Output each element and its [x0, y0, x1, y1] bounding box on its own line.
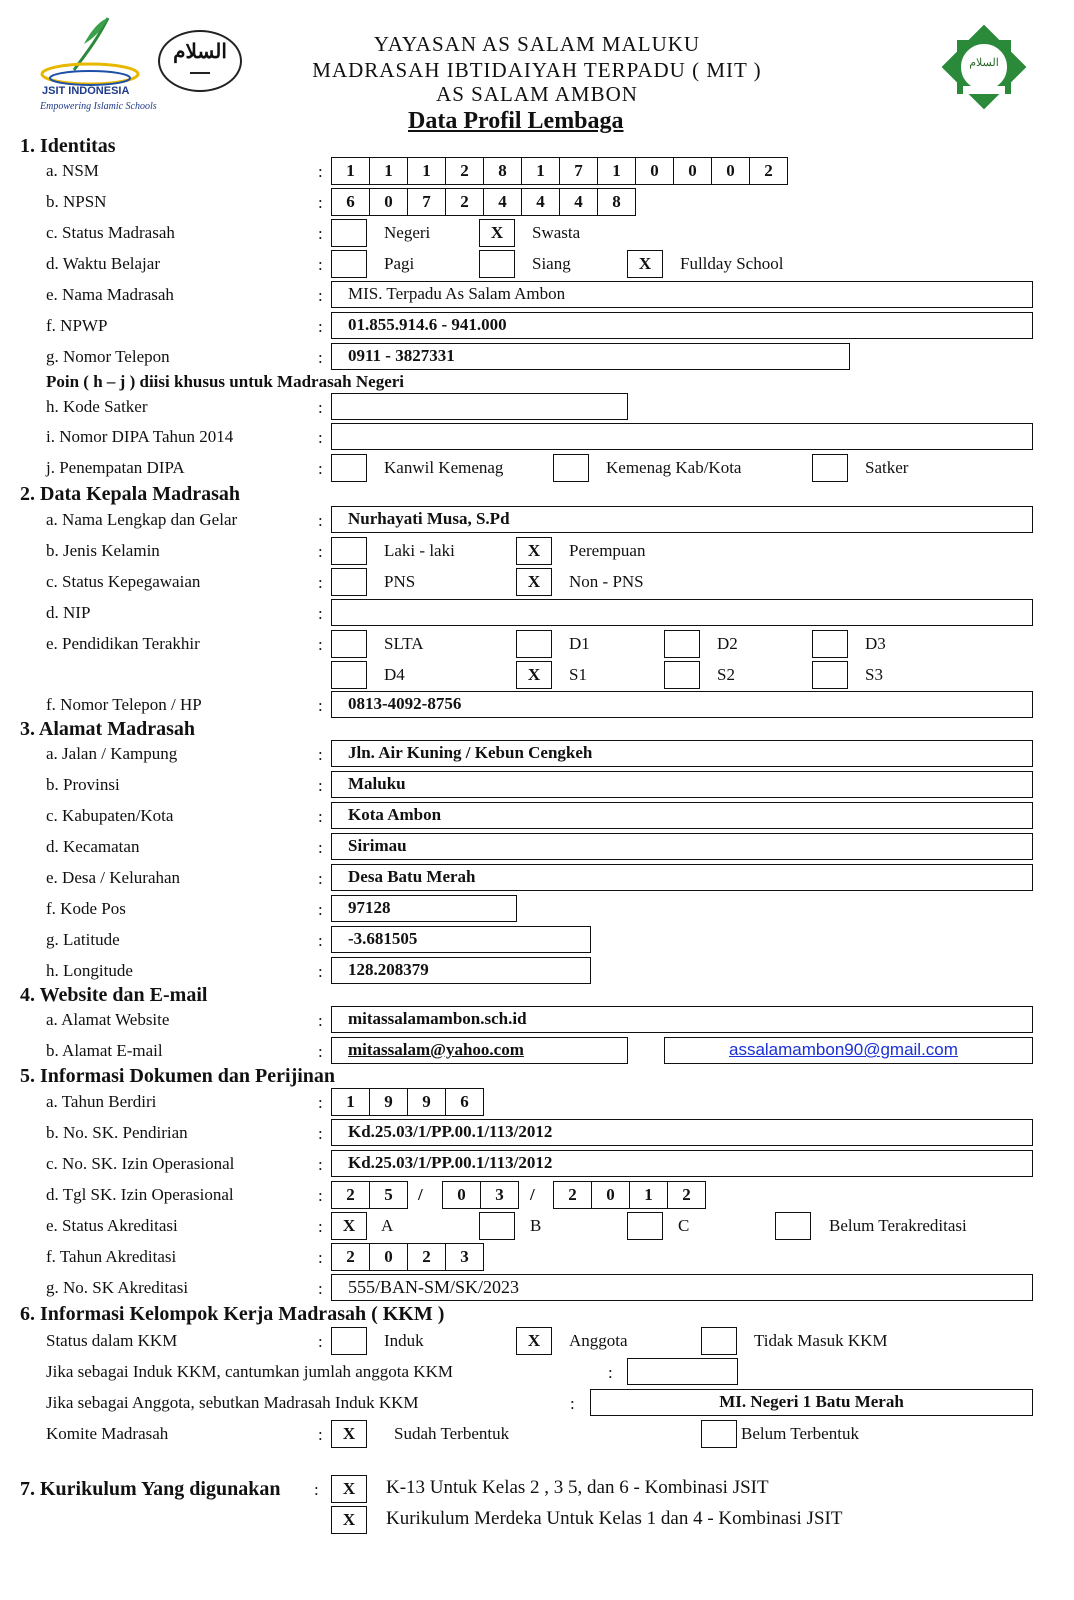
npsn-digit: 7 [408, 189, 446, 215]
colon: : [318, 1248, 323, 1267]
tahun-berdiri-label: a. Tahun Berdiri [46, 1092, 157, 1111]
npsn-digit: 2 [446, 189, 484, 215]
waktu-belajar-label: d. Waktu Belajar [46, 254, 160, 273]
colon: : [318, 1093, 323, 1112]
kecamatan-field[interactable]: Sirimau [331, 833, 1033, 860]
sk-akreditasi-field[interactable]: 555/BAN-SM/SK/2023 [331, 1274, 1033, 1301]
assalam-logo: السلام [158, 30, 242, 92]
sudah-terbentuk-checkbox[interactable]: X [331, 1420, 367, 1448]
satker-label: Satker [865, 458, 909, 477]
nonpns-checkbox[interactable]: X [516, 568, 552, 596]
colon: : [318, 1011, 323, 1030]
section-4-title: 4. Website dan E-mail [20, 984, 208, 1006]
kode-satker-label: h. Kode Satker [46, 397, 148, 416]
sk-operasional-field[interactable]: Kd.25.03/1/PP.00.1/113/2012 [331, 1150, 1033, 1177]
kanwil-label: Kanwil Kemenag [384, 458, 504, 477]
tgl-digit: 2 [332, 1182, 370, 1208]
s3-checkbox[interactable] [812, 661, 848, 689]
status-kkm-label: Status dalam KKM [46, 1331, 178, 1350]
induk-label: Induk [384, 1331, 424, 1350]
nama-kepala-label: a. Nama Lengkap dan Gelar [46, 510, 238, 529]
k13-checkbox[interactable]: X [331, 1475, 367, 1503]
nomor-dipa-label: i. Nomor DIPA Tahun 2014 [46, 427, 234, 446]
section-5-title: 5. Informasi Dokumen dan Perijinan [20, 1065, 336, 1087]
laki-checkbox[interactable] [331, 537, 367, 565]
email-link-2[interactable]: assalamambon90@gmail.com [729, 1040, 958, 1059]
akreditasi-b-checkbox[interactable] [479, 1212, 515, 1240]
takr-digit: 3 [460, 1247, 469, 1266]
email-label: b. Alamat E-mail [46, 1041, 163, 1060]
colon: : [318, 1217, 323, 1236]
longitude-label: h. Longitude [46, 961, 133, 980]
colon: : [314, 1480, 319, 1499]
kode-satker-field[interactable] [331, 393, 628, 420]
tgl-digit: 3 [495, 1185, 504, 1204]
colon: : [318, 604, 323, 623]
colon: : [318, 1042, 323, 1061]
npwp-label: f. NPWP [46, 316, 108, 335]
sk-operasional-label: c. No. SK. Izin Operasional [46, 1154, 235, 1173]
nsm-digit: 2 [446, 158, 484, 184]
latitude-label: g. Latitude [46, 930, 120, 949]
sk-pendirian-label: b. No. SK. Pendirian [46, 1123, 188, 1142]
jumlah-anggota-field[interactable] [627, 1358, 738, 1385]
anggota-label: Anggota [569, 1331, 628, 1350]
email-field-1[interactable] [331, 1037, 628, 1064]
nsm-digit: 0 [636, 158, 674, 184]
nsm-digit: 0 [674, 158, 712, 184]
kecamatan-label: d. Kecamatan [46, 837, 140, 856]
nip-field[interactable] [331, 599, 1033, 626]
tahun-digit: 9 [408, 1089, 446, 1115]
sk-akreditasi-label: g. No. SK Akreditasi [46, 1278, 189, 1297]
nsm-digit-boxes [331, 157, 788, 185]
colon: : [318, 511, 323, 530]
d2-checkbox[interactable] [664, 630, 700, 658]
colon: : [318, 459, 323, 478]
colon: : [318, 1279, 323, 1298]
header-line2: MADRASAH IBTIDAIYAH TERPADU ( MIT ) [312, 58, 762, 82]
madrasah-induk-field[interactable]: MI. Negeri 1 Batu Merah [590, 1389, 1033, 1416]
colon: : [318, 1425, 323, 1444]
belum-terakreditasi-checkbox[interactable] [775, 1212, 811, 1240]
npsn-digit: 0 [370, 189, 408, 215]
pns-checkbox[interactable] [331, 568, 367, 596]
colon: : [318, 255, 323, 274]
slta-checkbox[interactable] [331, 630, 367, 658]
section-2-title: 2. Data Kepala Madrasah [20, 483, 240, 505]
nsm-digit: 1 [598, 158, 636, 184]
npwp-field[interactable]: 01.855.914.6 - 941.000 [331, 312, 1033, 339]
pagi-checkbox[interactable] [331, 250, 367, 278]
d1-label: D1 [569, 634, 590, 653]
email-link-1[interactable]: mitassalam@yahoo.com [348, 1040, 524, 1059]
nsm-digit: 1 [522, 158, 560, 184]
nama-madrasah-field[interactable]: MIS. Terpadu As Salam Ambon [331, 281, 1033, 308]
tahun-digit: 1 [332, 1089, 370, 1115]
induk-checkbox[interactable] [331, 1327, 367, 1355]
colon: : [318, 900, 323, 919]
colon: : [318, 224, 323, 243]
perempuan-label: Perempuan [569, 541, 646, 560]
colon: : [318, 838, 323, 857]
s2-checkbox[interactable] [664, 661, 700, 689]
tidak-kkm-checkbox[interactable] [701, 1327, 737, 1355]
belum-terbentuk-label: Belum Terbentuk [741, 1424, 859, 1443]
status-madrasah-label: c. Status Madrasah [46, 223, 175, 242]
belum-terakreditasi-label: Belum Terakreditasi [829, 1216, 967, 1235]
longitude-field[interactable]: 128.208379 [331, 957, 591, 984]
section-1-title: 1. Identitas [20, 135, 116, 157]
date-slash: / [530, 1185, 535, 1204]
s1-checkbox[interactable]: X [516, 661, 552, 689]
takr-digit: 2 [408, 1244, 446, 1270]
page-title: Data Profil Lembaga [408, 108, 624, 134]
desa-label: e. Desa / Kelurahan [46, 868, 181, 887]
d4-checkbox[interactable] [331, 661, 367, 689]
komite-label: Komite Madrasah [46, 1424, 169, 1443]
tgl-month-boxes [442, 1181, 519, 1209]
colon: : [318, 193, 323, 212]
nama-kepala-field[interactable]: Nurhayati Musa, S.Pd [331, 506, 1033, 533]
kabupaten-field[interactable]: Kota Ambon [331, 802, 1033, 829]
nsm-digit: 8 [484, 158, 522, 184]
website-label: a. Alamat Website [46, 1010, 170, 1029]
npsn-digit: 6 [332, 189, 370, 215]
section-7-title: 7. Kurikulum Yang digunakan [20, 1478, 281, 1500]
colon: : [608, 1363, 613, 1382]
colon: : [318, 398, 323, 417]
siang-checkbox[interactable] [479, 250, 515, 278]
colon: : [318, 1186, 323, 1205]
npsn-label: b. NPSN [46, 192, 107, 211]
k13-label: K-13 Untuk Kelas 2 , 3 5, dan 6 - Kombinasi JSIT [386, 1477, 769, 1498]
hp-field[interactable]: 0813-4092-8756 [331, 691, 1033, 718]
npsn-digit: 4 [560, 189, 598, 215]
tahun-berdiri-boxes [331, 1088, 484, 1116]
jika-anggota-label: Jika sebagai Anggota, sebutkan Madrasah Induk KKM [46, 1393, 419, 1412]
nomor-telepon-field[interactable]: 0911 - 3827331 [331, 343, 850, 370]
takr-digit: 2 [332, 1244, 370, 1270]
d3-label: D3 [865, 634, 886, 653]
jalan-label: a. Jalan / Kampung [46, 744, 178, 763]
colon: : [318, 745, 323, 764]
date-slash: / [418, 1185, 423, 1204]
kode-pos-field[interactable]: 97128 [331, 895, 517, 922]
tahun-digit: 9 [370, 1089, 408, 1115]
colon: : [318, 635, 323, 654]
kode-pos-label: f. Kode Pos [46, 899, 126, 918]
nip-label: d. NIP [46, 603, 91, 622]
d4-label: D4 [384, 665, 405, 684]
tgl-sk-label: d. Tgl SK. Izin Operasional [46, 1185, 234, 1204]
nomor-telepon-label: g. Nomor Telepon [46, 347, 170, 366]
perempuan-checkbox[interactable]: X [516, 537, 552, 565]
penempatan-dipa-label: j. Penempatan DIPA [46, 458, 185, 477]
jalan-field[interactable]: Jln. Air Kuning / Kebun Cengkeh [331, 740, 1033, 767]
akreditasi-c-checkbox[interactable] [627, 1212, 663, 1240]
akreditasi-a-label: A [381, 1216, 394, 1235]
sk-pendirian-field[interactable]: Kd.25.03/1/PP.00.1/113/2012 [331, 1119, 1033, 1146]
nsm-digit: 1 [370, 158, 408, 184]
colon: : [318, 776, 323, 795]
colon: : [318, 931, 323, 950]
header-line3: AS SALAM AMBON [436, 82, 638, 106]
jsit-tagline: Empowering Islamic Schools [40, 101, 157, 112]
fullday-label: Fullday School [680, 254, 784, 273]
colon: : [318, 428, 323, 447]
satker-checkbox[interactable] [812, 454, 848, 482]
latitude-field[interactable]: -3.681505 [331, 926, 591, 953]
nsm-digit: 1 [408, 158, 446, 184]
merdeka-checkbox[interactable]: X [331, 1506, 367, 1534]
tgl-digit: 5 [384, 1185, 393, 1204]
school-seal-logo: السلام [935, 18, 1033, 116]
swasta-label: Swasta [532, 223, 581, 242]
colon: : [318, 1124, 323, 1143]
colon: : [570, 1394, 575, 1413]
tgl-year-boxes [553, 1181, 706, 1209]
tidak-kkm-label: Tidak Masuk KKM [754, 1331, 888, 1350]
colon: : [318, 348, 323, 367]
jsit-logo-text: JSIT INDONESIA [42, 85, 130, 97]
takr-digit: 0 [370, 1244, 408, 1270]
nomor-dipa-field[interactable] [331, 423, 1033, 450]
belum-terbentuk-checkbox[interactable] [701, 1420, 737, 1448]
nsm-digit: 7 [560, 158, 598, 184]
akreditasi-b-label: B [530, 1216, 542, 1235]
header-line1: YAYASAN AS SALAM MALUKU [373, 32, 701, 56]
section-6-title: 6. Informasi Kelompok Kerja Madrasah ( KKM ) [20, 1303, 445, 1325]
jenis-kelamin-label: b. Jenis Kelamin [46, 541, 160, 560]
negeri-note: Poin ( h – j ) diisi khusus untuk Madrasah Negeri [46, 372, 405, 391]
tahun-digit: 6 [460, 1092, 469, 1111]
siang-label: Siang [532, 254, 571, 273]
akreditasi-c-label: C [678, 1216, 690, 1235]
sudah-terbentuk-label: Sudah Terbentuk [394, 1424, 510, 1443]
desa-field[interactable]: Desa Batu Merah [331, 864, 1033, 891]
d1-checkbox[interactable] [516, 630, 552, 658]
slta-label: SLTA [384, 634, 424, 653]
section-3-title: 3. Alamat Madrasah [20, 718, 195, 740]
colon: : [318, 962, 323, 981]
status-akreditasi-label: e. Status Akreditasi [46, 1216, 178, 1235]
tgl-digit: 2 [682, 1185, 691, 1204]
jika-induk-label: Jika sebagai Induk KKM, cantumkan jumlah anggota KKM [46, 1362, 453, 1381]
pendidikan-label: e. Pendidikan Terakhir [46, 634, 200, 653]
akreditasi-a-checkbox[interactable]: X [331, 1212, 367, 1240]
tgl-digit: 0 [592, 1182, 630, 1208]
colon: : [318, 1155, 323, 1174]
d2-label: D2 [717, 634, 738, 653]
d3-checkbox[interactable] [812, 630, 848, 658]
pagi-label: Pagi [384, 254, 415, 273]
tgl-digit: 2 [554, 1182, 592, 1208]
tgl-day-boxes [331, 1181, 408, 1209]
tahun-akreditasi-boxes [331, 1243, 484, 1271]
merdeka-label: Kurikulum Merdeka Untuk Kelas 1 dan 4 - Kombinasi JSIT [386, 1508, 843, 1529]
hp-label: f. Nomor Telepon / HP [46, 695, 202, 714]
nsm-digit: 1 [332, 158, 370, 184]
nama-madrasah-label: e. Nama Madrasah [46, 285, 174, 304]
nsm-label: a. NSM [46, 161, 99, 180]
nonpns-label: Non - PNS [569, 572, 644, 591]
colon: : [318, 869, 323, 888]
npsn-digit: 8 [612, 192, 621, 211]
kemenag-label: Kemenag Kab/Kota [606, 458, 742, 477]
s3-label: S3 [865, 665, 883, 684]
nsm-digit: 2 [764, 161, 773, 180]
colon: : [318, 573, 323, 592]
email-field-2[interactable] [664, 1037, 1033, 1064]
tahun-akreditasi-label: f. Tahun Akreditasi [46, 1247, 177, 1266]
npsn-digit-boxes [331, 188, 636, 216]
npsn-digit: 4 [522, 189, 560, 215]
kanwil-checkbox[interactable] [331, 454, 367, 482]
website-field[interactable]: mitassalamambon.sch.id [331, 1006, 1033, 1033]
negeri-label: Negeri [384, 223, 431, 242]
colon: : [318, 696, 323, 715]
nsm-digit: 0 [712, 158, 750, 184]
colon: : [318, 286, 323, 305]
colon: : [318, 807, 323, 826]
anggota-checkbox[interactable]: X [516, 1327, 552, 1355]
kemenag-checkbox[interactable] [553, 454, 589, 482]
status-kepegawaian-label: c. Status Kepegawaian [46, 572, 201, 591]
laki-label: Laki - laki [384, 541, 455, 560]
colon: : [318, 542, 323, 561]
provinsi-label: b. Provinsi [46, 775, 120, 794]
kabupaten-label: c. Kabupaten/Kota [46, 806, 174, 825]
swasta-checkbox[interactable]: X [479, 219, 515, 247]
s2-label: S2 [717, 665, 735, 684]
provinsi-field[interactable]: Maluku [331, 771, 1033, 798]
pns-label: PNS [384, 572, 416, 591]
negeri-checkbox[interactable] [331, 219, 367, 247]
s1-label: S1 [569, 665, 587, 684]
colon: : [318, 317, 323, 336]
tgl-digit: 0 [443, 1182, 481, 1208]
tgl-digit: 1 [630, 1182, 668, 1208]
colon: : [318, 162, 323, 181]
colon: : [318, 1332, 323, 1351]
fullday-checkbox[interactable]: X [627, 250, 663, 278]
npsn-digit: 4 [484, 189, 522, 215]
